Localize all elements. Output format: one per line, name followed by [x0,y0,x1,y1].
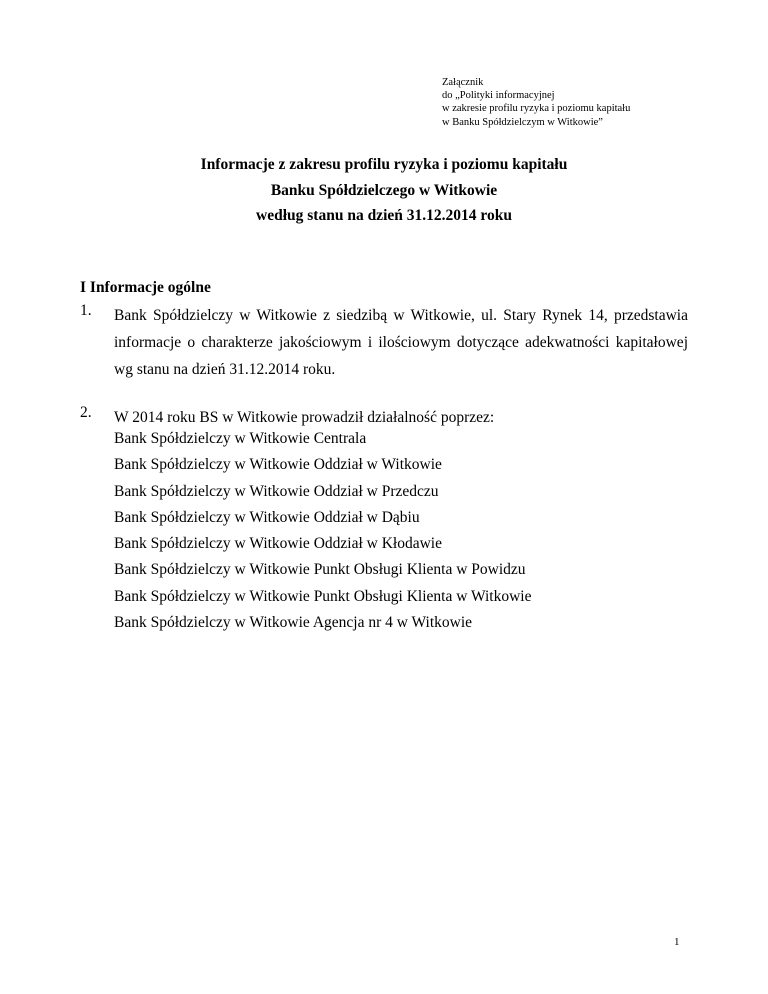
branch-item: Bank Spółdzielczy w Witkowie Oddział w Przedczu [114,482,439,500]
annex-line: w zakresie profilu ryzyka i poziomu kapitału [442,103,631,115]
annex-note [442,76,742,129]
branch-item: Bank Spółdzielczy w Witkowie Oddział w Dąbiu [114,508,420,526]
document-title-line-1: Informacje z zakresu profilu ryzyka i poziomu kapitału [200,156,568,173]
branch-item: Bank Spółdzielczy w Witkowie Punkt Obsługi Klienta w Witkowie [114,587,532,605]
page-number: 1 [674,936,680,948]
branch-item: Bank Spółdzielczy w Witkowie Oddział w Kłodawie [114,535,442,553]
annex-line: do „Polityki informacyjnej [442,90,555,102]
document-title-line-3: według stanu na dzień 31.12.2014 roku [256,207,512,224]
annex-line: w Banku Spółdzielczym w Witkowie” [442,116,603,128]
branch-list [114,426,532,636]
branch-item: Bank Spółdzielczy w Witkowie Oddział w Witkowie [114,456,442,474]
branch-item: Bank Spółdzielczy w Witkowie Punkt Obsługi Klienta w Powidzu [114,561,526,579]
document-title-line-2: Banku Spółdzielczego w Witkowie [270,182,498,199]
list-item-text: Bank Spółdzielczy w Witkowie z siedzibą w Witkowie, ul. Stary Rynek 14, przedstawia informacje o charakterze jakościowym i ilościowym dotyczące adekwatności kapitałowej wg stanu na dzień 31.12.2014 roku. [114,307,688,378]
annex-line: Załącznik [442,77,484,88]
list-item-text: W 2014 roku BS w Witkowie prowadził działalność poprzez: [114,409,495,426]
list-item [80,302,688,383]
section-heading: I Informacje ogólne [80,279,211,296]
branch-item: Bank Spółdzielczy w Witkowie Agencja nr 4 w Witkowie [114,614,473,632]
list-item-number: 2. [80,404,92,421]
branch-item: Bank Spółdzielczy w Witkowie Centrala [114,430,367,447]
list-item-number: 1. [80,302,92,319]
